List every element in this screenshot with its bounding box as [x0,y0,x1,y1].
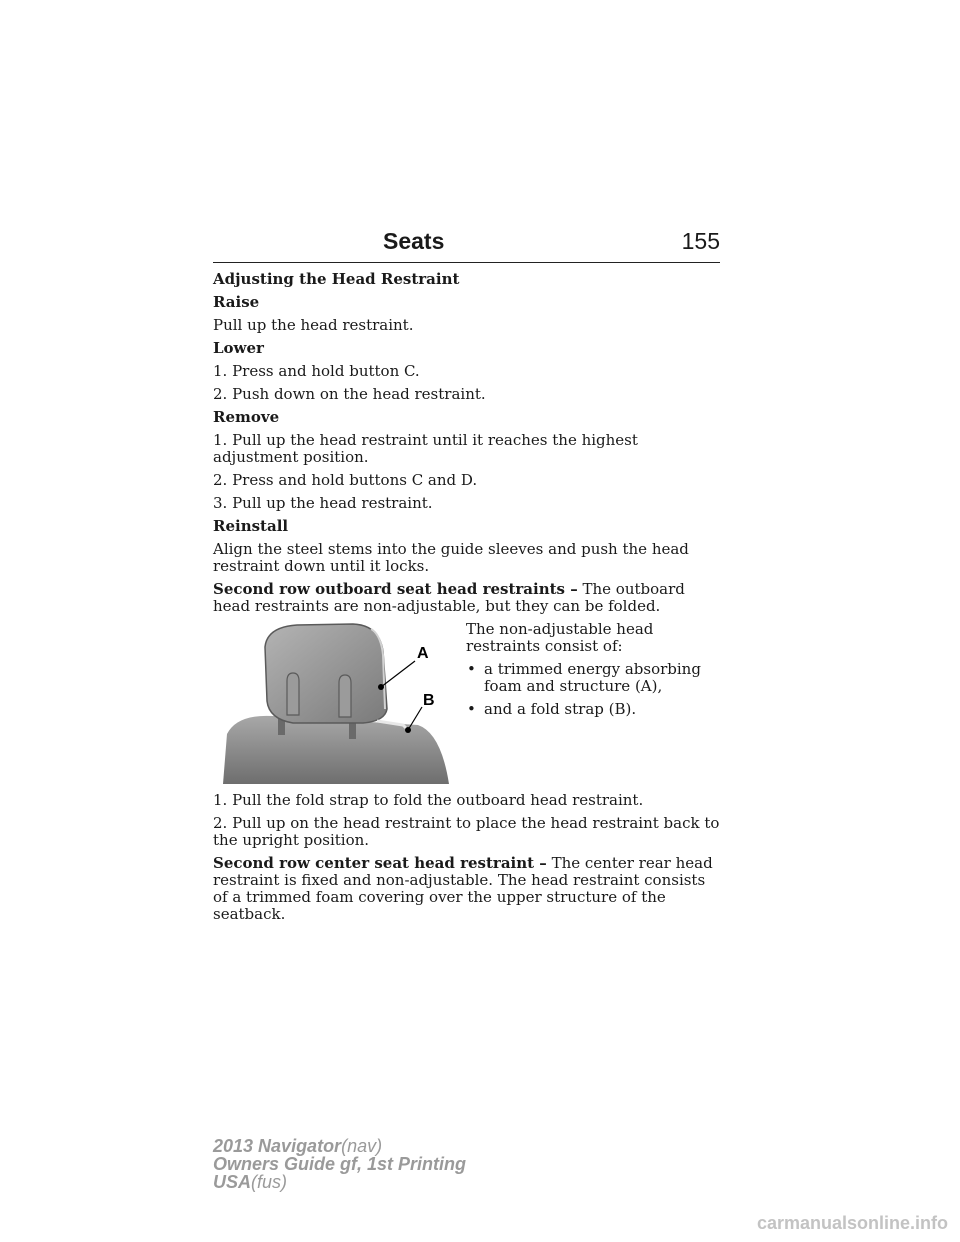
outboard-paragraph [213,581,723,615]
callout-line-a [381,661,415,687]
watermark: carmanualsonline.info [756,1213,948,1233]
parts-list [466,661,723,718]
head-restraint-cushion [265,624,387,723]
figure-label-b: B [423,692,435,709]
figure-label-a: A [417,645,429,662]
head-restraint-figure [213,621,453,784]
remove-step-1: 1. Pull up the head restraint until it reaches the highest adjustment position. [213,431,638,466]
heading-lower: Lower [213,339,264,357]
bullet-icon: • [467,700,476,718]
list-item-text: a trimmed energy absorbing foam and structure (A), [484,660,701,695]
restraint-slot-right [339,675,351,717]
heading-adjusting: Adjusting the Head Restraint [213,270,460,288]
footer-line-1 [213,1137,466,1155]
remove-step-2: 2. Press and hold buttons C and D. [213,471,478,489]
callout-dot-b [405,727,411,733]
section-title: Seats [383,228,445,254]
center-text: The center rear head restraint is fixed and non-adjustable. The head restraint consists of a trimmed foam covering over the upper structure of the seatback. [213,854,713,923]
restraint-slot-left [287,673,299,715]
bullet-icon: • [467,660,476,678]
footer-market-code: (fus) [251,1172,288,1192]
list-item [466,701,723,718]
figure-block [213,621,723,784]
heading-remove: Remove [213,408,280,426]
lower-step-2: 2. Push down on the head restraint. [213,385,486,403]
outboard-lead: Second row outboard seat head restraints – [213,580,578,598]
footer-line-2: Owners Guide gf, 1st Printing [213,1154,467,1174]
fold-step-2: 2. Pull up on the head restraint to place the head restraint back to the upright position. [213,814,720,849]
heading-reinstall: Reinstall [213,517,289,535]
outboard-text: The outboard head restraints are non-adjustable, but they can be folded. [213,580,685,615]
page-number: 155 [681,228,720,254]
callout-dot-a [378,684,384,690]
page-content [213,271,723,929]
remove-step-3: 3. Pull up the head restraint. [213,494,433,512]
restraint-parts-description [466,621,723,724]
footer-model-code: (nav) [341,1136,383,1156]
seatback-shape [223,716,449,784]
reinstall-text: Align the steel stems into the guide sleeves and push the head restraint down until it locks. [213,540,689,575]
consist-intro: The non-adjustable head restraints consist of: [466,620,654,655]
fold-step-1: 1. Pull the fold strap to fold the outboard head restraint. [213,791,644,809]
page-header [213,226,720,263]
lower-step-1: 1. Press and hold button C. [213,362,420,380]
list-item-text: and a fold strap (B). [484,700,637,718]
footer-model: 2013 Navigator [213,1136,342,1156]
heading-raise: Raise [213,293,260,311]
center-lead: Second row center seat head restraint – [213,854,547,872]
raise-text: Pull up the head restraint. [213,316,414,334]
footer-market: USA [213,1172,252,1192]
center-paragraph [213,855,723,923]
document-footer [213,1137,466,1191]
footer-line-3 [213,1173,466,1191]
list-item [466,661,723,695]
